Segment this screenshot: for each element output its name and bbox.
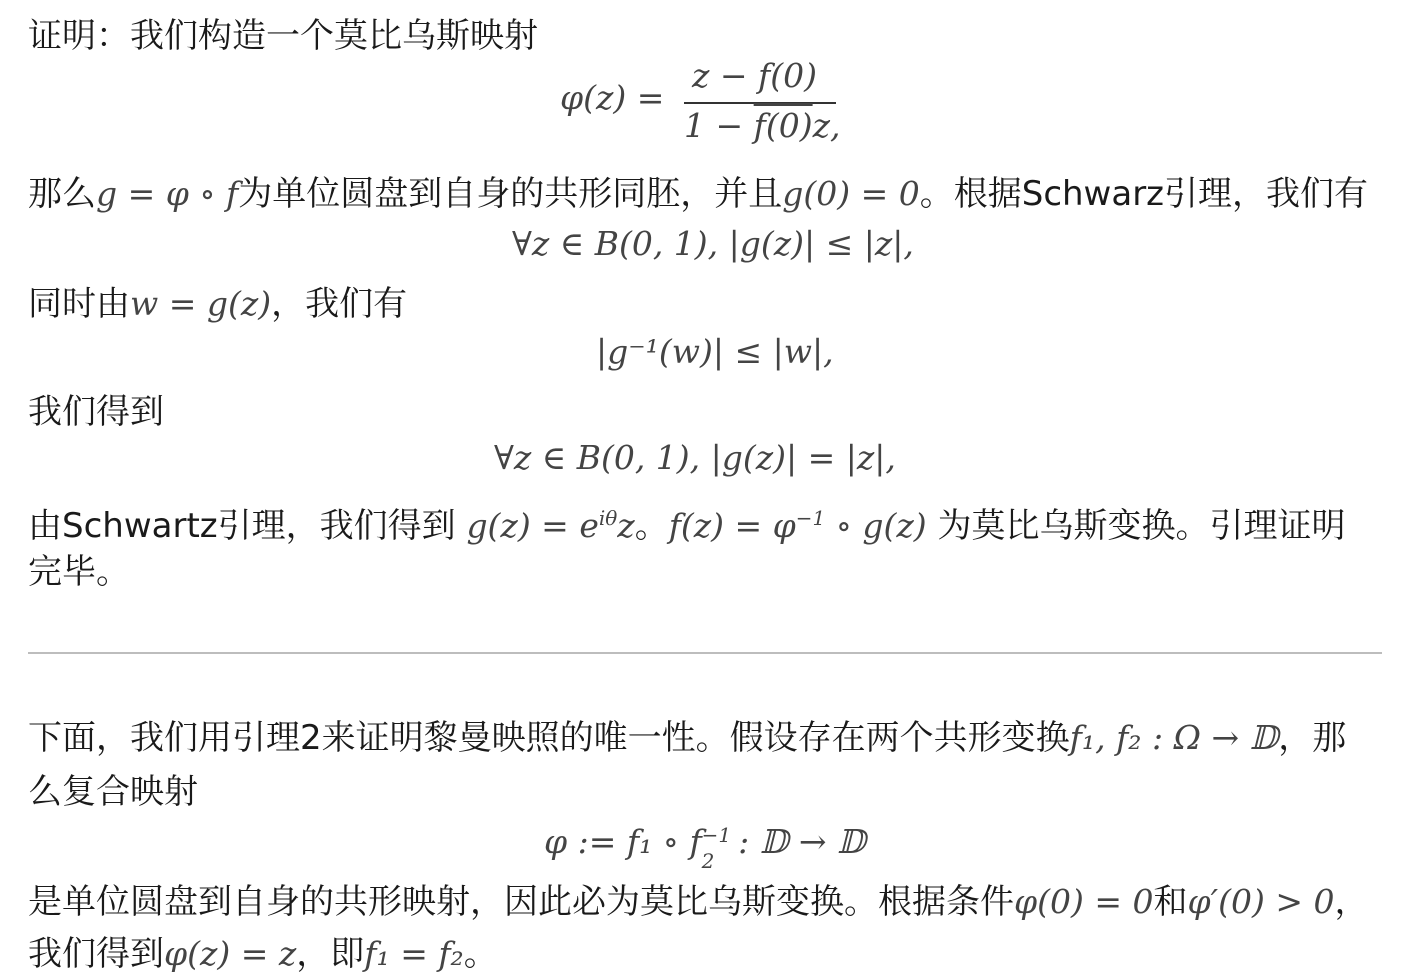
text-segment: 那么	[28, 174, 96, 214]
text-segment: 。	[463, 934, 498, 974]
equation-comma: ,	[885, 438, 896, 477]
composition-formula: φ := f₁ ∘ f −1 2 : 𝔻 → 𝔻	[544, 822, 866, 873]
equation-text: |g⁻¹(w)| ≤ |w|	[596, 332, 824, 371]
text-segment: ，那	[1278, 718, 1347, 758]
paragraph-result	[28, 390, 164, 434]
proof-intro	[28, 14, 538, 58]
paragraph-conclusion-end	[28, 550, 130, 594]
equality-statement	[494, 436, 896, 480]
text-segment: 么复合映射	[28, 772, 198, 812]
text-segment: 我们得到	[28, 934, 164, 974]
text-segment: 和	[1153, 882, 1188, 922]
proof-intro-text: 证明：我们构造一个莫比乌斯映射	[28, 16, 538, 56]
paragraph-uniqueness-cont	[28, 770, 198, 814]
text-segment: 下面，我们用引理2来证明黎曼映照的唯一性。假设存在两个共形变换	[28, 718, 1070, 758]
text-segment: 为单位圆盘到自身的共形同胚，并且	[238, 174, 783, 214]
math-f-equal: f₁ = f₂	[364, 934, 464, 973]
text-segment: 由Schwartz引理，我们得到	[28, 506, 467, 546]
paragraph-final-end	[28, 932, 498, 976]
paragraph-inverse	[28, 282, 407, 326]
equation-text: ∀z ∈ B(0, 1), |g(z)| = |z|	[494, 438, 886, 477]
math-g-def: g = φ ∘ f	[96, 174, 239, 213]
math-g0: g(0) = 0	[782, 174, 920, 213]
equation-text: φ := f₁ ∘ f	[544, 822, 702, 861]
text-segment: ，即	[296, 934, 365, 974]
paragraph-uniqueness	[28, 716, 1346, 760]
text-segment: ，	[1334, 882, 1369, 922]
text-segment: 完毕。	[28, 552, 130, 592]
paragraph-conclusion	[28, 496, 1346, 548]
math-f1-f2: f₁, f₂ : Ω → 𝔻	[1069, 718, 1279, 757]
schwarz-inequality	[512, 222, 914, 266]
equation-comma: ,	[903, 224, 914, 263]
text-segment: 同时由	[28, 284, 130, 324]
equation-text: : 𝔻 → 𝔻	[727, 822, 866, 861]
text-segment: 是单位圆盘到自身的共形映射，因此必为莫比乌斯变换。根据条件	[28, 882, 1014, 922]
math-phi0: φ(0) = 0	[1014, 882, 1154, 921]
paragraph-composition	[28, 172, 1368, 216]
text-segment: 。根据Schwarz引理，我们有	[919, 174, 1369, 214]
text-segment: 我们得到	[28, 392, 164, 432]
equation-text: ∀z ∈ B(0, 1), |g(z)| ≤ |z|	[512, 224, 904, 263]
equation-comma: ,	[823, 332, 834, 371]
formula-denominator: 1 − f(0)z,	[684, 106, 841, 145]
text-segment: ，我们有	[271, 284, 408, 324]
math-phiprime: φ′(0) > 0	[1187, 882, 1335, 921]
math-w-def: w = g(z)	[130, 284, 272, 323]
paragraph-final	[28, 880, 1368, 924]
formula-lhs: φ(z) =	[560, 78, 665, 117]
fraction-bar	[684, 102, 836, 104]
section-divider	[28, 652, 1382, 654]
text-segment: 。	[634, 506, 669, 546]
math-f-form: $f(z) = \varphi^{-1}$ ∘ g(z)	[668, 506, 927, 545]
formula-numerator: z − f(0)	[692, 56, 817, 95]
math-rotation: $g(z) = e^{i\theta}z$	[466, 506, 635, 545]
text-segment: 为莫比乌斯变换。引理证明	[926, 506, 1346, 546]
inverse-inequality	[596, 330, 834, 374]
formula-comma: ,	[830, 106, 841, 145]
math-identity: φ(z) = z	[164, 934, 297, 973]
